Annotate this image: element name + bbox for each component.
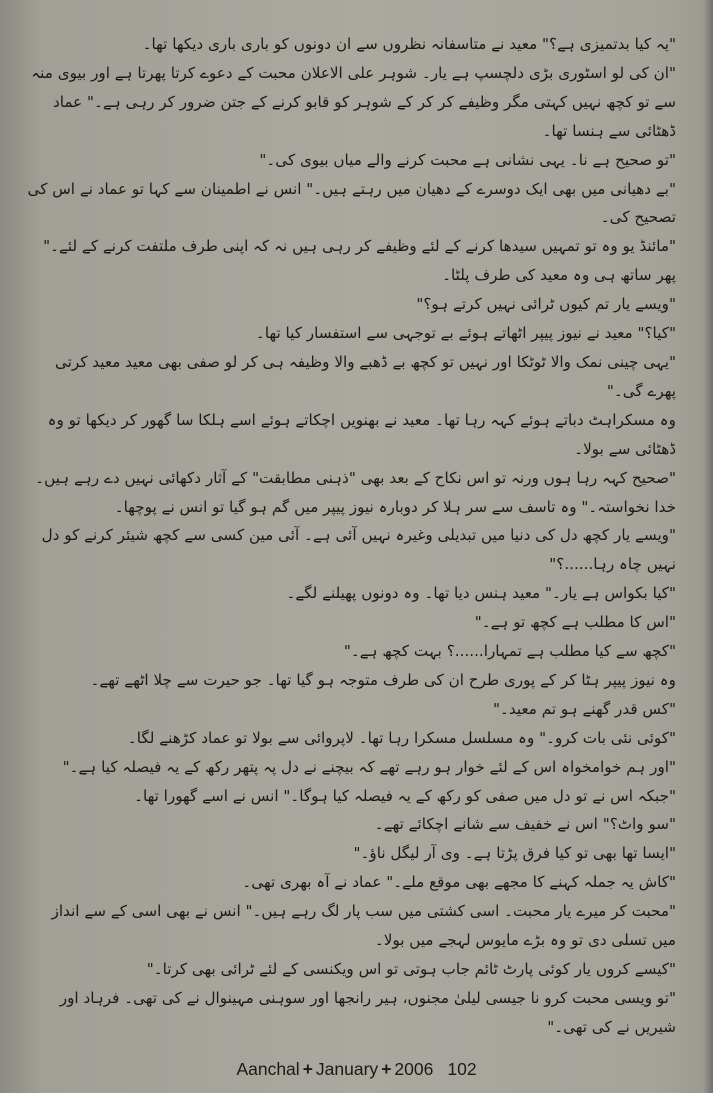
story-paragraph: وہ نیوز پیپر ہٹا کر کے پوری طرح ان کی طرف متوجہ ہو گیا تھا۔ جو حیرت سے چلا اٹھے تھے۔ xyxy=(90,670,676,689)
story-paragraph: "کاش یہ جملہ کہنے کا مجھے بھی موقع ملے۔" عماد نے آہ بھری تھی۔ xyxy=(242,873,676,892)
story-paragraph: "ان کی لو اسٹوری بڑی دلچسپ ہے یار۔ شوہر علی الاعلان محبت کے دعوے کرتا پھرتا ہے اور بیوی منہ سے تو کچھ نہیں کہتی مگر وظیفے کر کر کے شوہر کو قابو کرنے کے جتن ضرور کر رہی ہے۔" عماد ڈھٹائی سے ہنسا تھا۔ xyxy=(31,63,676,140)
story-paragraph: "اور ہم خوامخواہ اس کے لئے خوار ہو رہے تھے کہ بیچنے نے دل پہ پتھر رکھ کے یہ فیصلہ کیا ہے۔" xyxy=(62,757,676,776)
page-footer xyxy=(0,1058,713,1088)
story-paragraph: "ویسے یار تم کیوں ٹرائی نہیں کرتے ہو؟" xyxy=(416,295,676,314)
story-paragraph: "کیسے کروں یار کوئی پارٹ ٹائم جاب ہوتی تو اس ویکنسی کے لئے ٹرائی بھی کرتا۔" xyxy=(146,960,676,978)
story-paragraph: "تو ویسی محبت کرو نا جیسی لیلیٰ مجنوں، ہیر رانجھا اور سوہنی مہینوال نے کی تھی۔ فرہاد اور شیریں نے کی تھی۔" xyxy=(59,988,676,1036)
story-paragraph: "صحیح کہہ رہا ہوں ورنہ تو اس نکاح کے بعد بھی "ذہنی مطابقت" کے آثار دکھائی نہیں دے رہے ہیں۔ خدا نخواستہ۔" وہ تاسف سے سر ہلا کر دوبارہ نیوز پیپر میں گم ہو گیا تو انس نے پوچھا۔ xyxy=(35,468,676,516)
story-paragraph: پھر ساتھ ہی وہ معید کی طرف پلٹا۔ xyxy=(442,266,676,285)
page-number: 102 xyxy=(447,1058,477,1079)
story-paragraph: "بے دھیانی میں بھی ایک دوسرے کے دھیان میں رہتے ہیں۔" انس نے اطمینان سے کہا تو عماد نے اس کی تصحیح کی۔ xyxy=(27,179,676,227)
magazine-name: Aanchal xyxy=(236,1058,300,1079)
story-paragraph: "سو واٹ؟" اس نے خفیف سے شانے اچکائے تھے۔ xyxy=(374,815,676,834)
issue-month: January xyxy=(315,1058,379,1079)
story-paragraph: "کوئی نئی بات کرو۔" وہ مسلسل مسکرا رہا تھا۔ لاپروائی سے بولا تو عماد کڑھنے لگا۔ xyxy=(127,728,676,747)
story-paragraph: "تو صحیح ہے نا۔ یہی نشانی ہے محبت کرنے والے میاں بیوی کی۔" xyxy=(259,150,676,169)
story-paragraph: "کیا؟" معید نے نیوز پیپر اٹھاتے ہوئے بے توجہی سے استفسار کیا تھا۔ xyxy=(255,324,676,343)
story-paragraph: "محبت کر میرے یار محبت۔ اسی کشتی میں سب پار لگ رہے ہیں۔" انس نے بھی اسی کے سے انداز میں تسلی دی تو وہ بڑے مایوس لہجے میں بولا۔ xyxy=(51,902,676,950)
story-paragraph: "ویسے یار کچھ دل کی دنیا میں تبدیلی وغیرہ نہیں آئی ہے۔ آئی مین کسی سے کچھ شیئر کرنے کو دل نہیں چاہ رہا......؟" xyxy=(41,526,676,574)
story-text xyxy=(26,30,676,1040)
footer-separator: + xyxy=(302,1058,313,1079)
footer-separator: + xyxy=(381,1058,392,1079)
story-paragraph: وہ مسکراہٹ دباتے ہوئے کہہ رہا تھا۔ معید نے بھنویں اچکاتے ہوئے اسے ہلکا سا گھور کر دیکھا تو وہ ڈھٹائی سے بولا۔ xyxy=(47,410,676,458)
issue-year: 2006 xyxy=(394,1058,434,1079)
story-paragraph: "مائنڈ یو وہ تو تمہیں سیدھا کرنے کے لئے وظیفے کر رہی ہیں نہ کہ اپنی طرف ملتفت کرنے کے لئے۔" xyxy=(43,237,676,256)
story-paragraph: "کچھ سے کیا مطلب ہے تمہارا......؟ بہت کچھ ہے۔" xyxy=(343,642,676,661)
story-paragraph: "جبکہ اس نے تو دل میں صفی کو رکھ کے یہ فیصلہ کیا ہوگا۔" انس نے اسے گھورا تھا۔ xyxy=(134,786,676,805)
story-paragraph: "ایسا تھا بھی تو کیا فرق پڑتا ہے۔ وی آر لیگل ناؤ۔" xyxy=(353,844,676,863)
story-paragraph: "کس قدر گھنے ہو تم معید۔" xyxy=(493,699,676,718)
story-paragraph: "یہ کیا بدتمیزی ہے؟" معید نے متاسفانہ نظروں سے ان دونوں کو باری باری دیکھا تھا۔ xyxy=(142,35,676,53)
story-paragraph: "اس کا مطلب ہے کچھ تو ہے۔" xyxy=(474,613,676,632)
story-paragraph: "یہی چینی نمک والا ٹوٹکا اور نہیں تو کچھ بے ڈھبے والا وظیفہ ہی کر لو صفی بھی معید معید کرتی پھرے گی۔" xyxy=(54,352,676,400)
story-paragraph: "کیا بکواس ہے یار۔" معید ہنس دیا تھا۔ وہ دونوں پھیلنے لگے۔ xyxy=(286,584,676,603)
